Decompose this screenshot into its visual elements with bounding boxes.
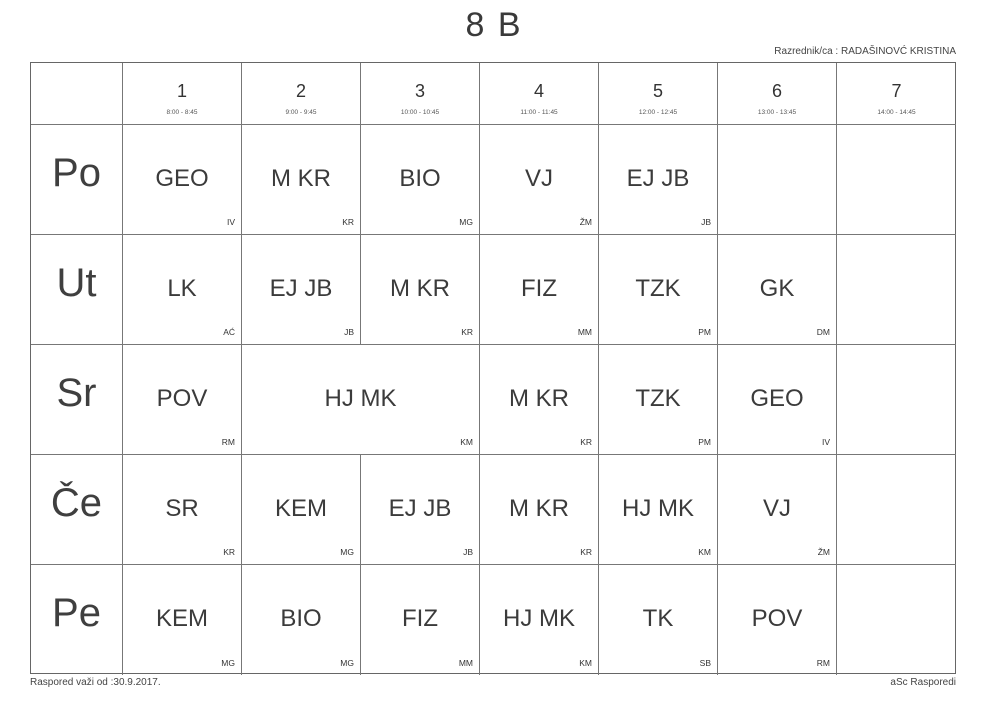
lesson-teacher-code: IV: [821, 437, 830, 447]
lesson-subject: KEM: [155, 605, 208, 632]
lesson-cell: [599, 565, 718, 675]
period-number: 1: [176, 81, 187, 101]
lesson-subject: KEM: [274, 495, 327, 522]
day-cell: [31, 565, 123, 675]
lesson-subject: HJ MK: [503, 605, 575, 632]
lesson-cell: [718, 235, 837, 345]
lesson-subject: EJ JB: [626, 165, 690, 192]
period-header: [123, 63, 242, 125]
lesson-cell: [242, 565, 361, 675]
lesson-subject: BIO: [280, 605, 322, 632]
day-label: Po: [52, 151, 101, 195]
period-header: [361, 63, 480, 125]
day-label: Ut: [56, 261, 97, 305]
lesson-teacher-code: MG: [221, 658, 235, 668]
lesson-cell: [123, 345, 242, 455]
lesson-teacher-code: KM: [698, 547, 711, 557]
lesson-subject: GK: [759, 275, 795, 302]
lesson-cell: [361, 125, 480, 235]
page-title: 8 B: [465, 6, 523, 44]
lesson-teacher-code: PM: [698, 437, 711, 447]
lesson-cell: [242, 125, 361, 235]
lesson-cell: [718, 345, 837, 455]
day-label: Pe: [52, 591, 101, 635]
lesson-subject: FIZ: [402, 605, 438, 632]
lesson-subject: SR: [165, 495, 199, 522]
corner-cell: [31, 63, 123, 125]
lesson-teacher-code: JB: [701, 217, 711, 227]
lesson-cell: [837, 455, 956, 565]
lesson-teacher-code: JB: [344, 327, 354, 337]
lesson-teacher-code: MG: [340, 658, 354, 668]
lesson-subject: VJ: [524, 165, 553, 192]
period-time: 13:00 - 13:45: [757, 109, 797, 116]
lesson-cell: [361, 235, 480, 345]
lesson-cell: [599, 125, 718, 235]
lesson-cell: [242, 455, 361, 565]
day-cell: [31, 455, 123, 565]
software-credit: aSc Rasporedi: [890, 677, 956, 688]
lesson-subject: GEO: [155, 165, 209, 192]
lesson-teacher-code: KR: [461, 327, 473, 337]
day-cell: [31, 235, 123, 345]
period-time: 14:00 - 14:45: [877, 109, 916, 116]
lesson-subject: FIZ: [521, 275, 557, 302]
day-label: Če: [50, 481, 103, 525]
lesson-cell: [123, 565, 242, 675]
period-header: [242, 63, 361, 125]
period-number: 7: [891, 81, 902, 101]
lesson-subject: TZK: [635, 275, 681, 302]
lesson-cell: [361, 455, 480, 565]
period-header: [480, 63, 599, 125]
lesson-cell: [480, 455, 599, 565]
lesson-cell: [837, 565, 956, 675]
period-time: 9:00 - 9:45: [285, 109, 317, 116]
lesson-teacher-code: ŽM: [579, 217, 592, 227]
lesson-cell: [480, 565, 599, 675]
lesson-cell: [599, 455, 718, 565]
period-header: [718, 63, 837, 125]
timetable-grid: [30, 62, 956, 674]
lesson-cell: [242, 235, 361, 345]
lesson-cell: [837, 235, 956, 345]
period-time: 12:00 - 12:45: [638, 109, 678, 116]
lesson-teacher-code: KM: [579, 658, 592, 668]
period-header: [837, 63, 956, 125]
period-time: 11:00 - 11:45: [520, 109, 558, 116]
lesson-teacher-code: RM: [221, 437, 235, 447]
lesson-subject: EJ JB: [269, 275, 333, 302]
period-time: 8:00 - 8:45: [166, 109, 198, 116]
period-header: [599, 63, 718, 125]
day-cell: [31, 345, 123, 455]
period-number: 3: [414, 81, 425, 101]
lesson-subject: VJ: [762, 495, 791, 522]
lesson-teacher-code: MM: [577, 327, 592, 337]
lesson-teacher-code: IV: [226, 217, 235, 227]
lesson-teacher-code: MG: [459, 217, 473, 227]
lesson-cell: [837, 125, 956, 235]
lesson-subject: EJ JB: [388, 495, 452, 522]
lesson-teacher-code: KR: [580, 547, 592, 557]
period-number: 6: [771, 81, 782, 101]
lesson-teacher-code: MM: [458, 658, 473, 668]
period-time: 10:00 - 10:45: [400, 109, 440, 116]
lesson-teacher-code: ŽM: [817, 547, 830, 557]
lesson-teacher-code: JB: [463, 547, 473, 557]
lesson-cell: [123, 125, 242, 235]
lesson-cell: [718, 565, 837, 675]
lesson-subject: M KR: [390, 275, 450, 302]
lesson-subject: M KR: [509, 495, 569, 522]
lesson-cell: [242, 345, 480, 455]
lesson-teacher-code: KR: [580, 437, 592, 447]
lesson-teacher-code: KM: [460, 437, 473, 447]
lesson-subject: HJ MK: [622, 495, 694, 522]
lesson-teacher-code: DM: [816, 327, 830, 337]
lesson-subject: M KR: [509, 385, 569, 412]
class-teacher-label: Razrednik/ca : RADAŠINOVĆ KRISTINA: [774, 46, 956, 57]
lesson-teacher-code: RM: [816, 658, 830, 668]
period-number: 2: [295, 81, 306, 101]
lesson-cell: [480, 125, 599, 235]
lesson-subject: BIO: [399, 165, 441, 192]
lesson-cell: [480, 345, 599, 455]
lesson-cell: [123, 455, 242, 565]
lesson-teacher-code: KR: [223, 547, 235, 557]
day-label: Sr: [56, 371, 97, 415]
lesson-subject: POV: [751, 605, 803, 632]
lesson-subject: TK: [642, 605, 674, 632]
validity-note: Raspored važi od :30.9.2017.: [30, 677, 161, 688]
lesson-subject: HJ MK: [324, 385, 397, 412]
lesson-teacher-code: MG: [340, 547, 354, 557]
lesson-teacher-code: KR: [342, 217, 354, 227]
lesson-subject: LK: [167, 275, 197, 302]
lesson-cell: [361, 565, 480, 675]
lesson-cell: [599, 235, 718, 345]
period-number: 4: [533, 81, 544, 101]
lesson-cell: [123, 235, 242, 345]
day-cell: [31, 125, 123, 235]
lesson-teacher-code: SB: [699, 658, 711, 668]
lesson-subject: POV: [156, 385, 208, 412]
lesson-cell: [718, 455, 837, 565]
lesson-subject: TZK: [635, 385, 681, 412]
lesson-cell: [718, 125, 837, 235]
lesson-teacher-code: AĆ: [223, 327, 235, 337]
lesson-subject: M KR: [271, 165, 331, 192]
lesson-teacher-code: PM: [698, 327, 711, 337]
period-number: 5: [652, 81, 663, 101]
lesson-subject: GEO: [750, 385, 804, 412]
lesson-cell: [599, 345, 718, 455]
lesson-cell: [480, 235, 599, 345]
lesson-cell: [837, 345, 956, 455]
